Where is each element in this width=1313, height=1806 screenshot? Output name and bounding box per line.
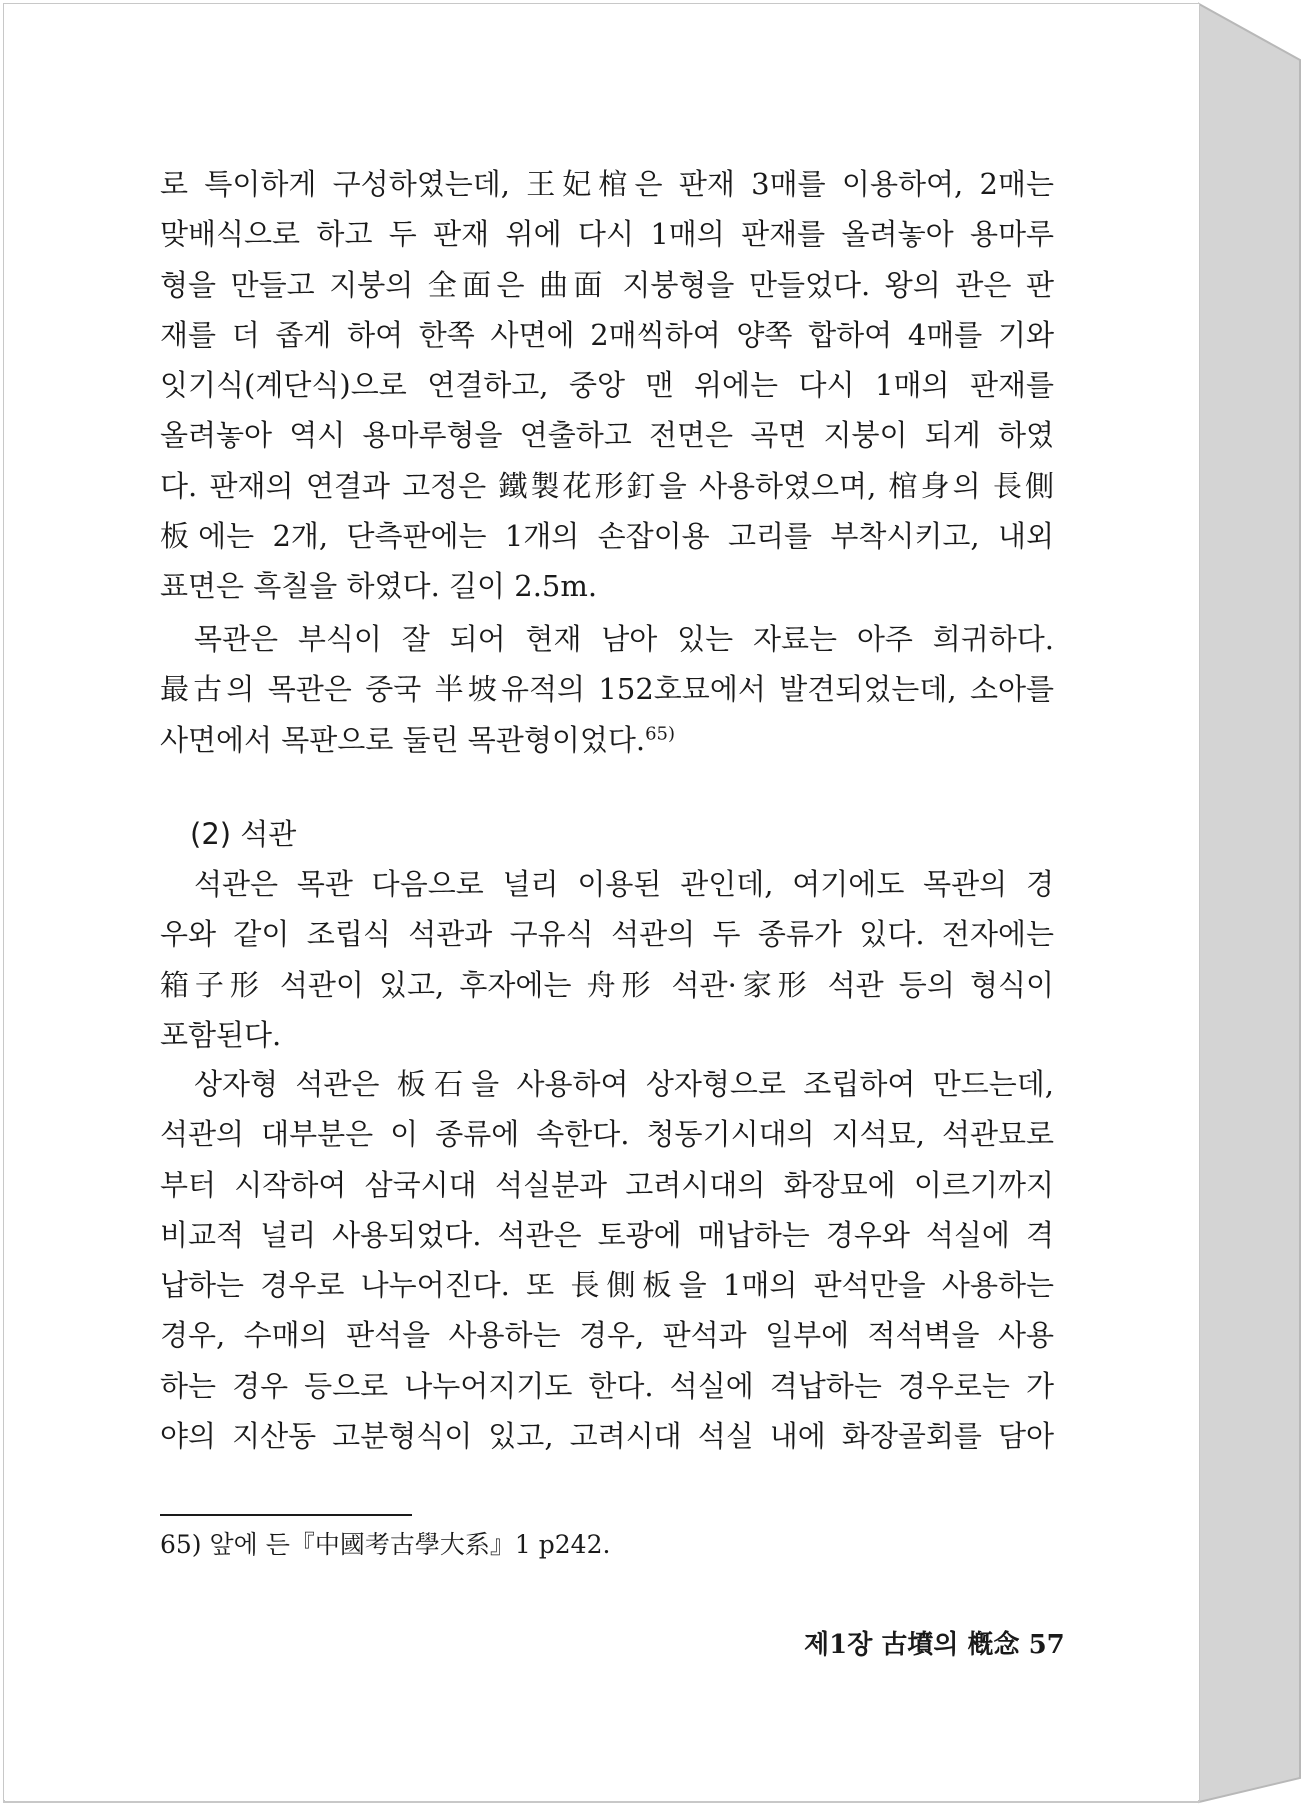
- footnote-reference[interactable]: 65): [645, 722, 676, 744]
- text-line: 하는 경우 등으로 나누어지기도 한다. 석실에 격납하는 경우로는 가: [160, 1368, 1054, 1403]
- paragraph-wood-coffin-structure: [160, 159, 1054, 612]
- text-line: 석관의 대부분은 이 종류에 속한다. 청동기시대의 지석묘, 석관묘로: [160, 1117, 1054, 1152]
- text-line: 잇기식(계단식)으로 연결하고, 중앙 맨 위에는 다시 1매의 판재를: [160, 368, 1054, 403]
- section-heading: (2) 석관: [190, 817, 297, 851]
- text-line: 우와 같이 조립식 석관과 구유식 석관의 두 종류가 있다. 전자에는: [160, 917, 1054, 952]
- text-line: 표면은 흑칠을 하였다. 길이 2.5m.: [160, 569, 598, 604]
- footnote-divider: [160, 1514, 412, 1516]
- paragraph-box-stone-coffin: [160, 1059, 1054, 1461]
- text-line: 목관은 부식이 잘 되어 현재 남아 있는 자료는 아주 희귀하다.: [194, 622, 1054, 656]
- text-line: 다. 판재의 연결과 고정은 鐵製花形釘을 사용하였으며, 棺身의 長側: [160, 468, 1054, 503]
- text-line: 상자형 석관은 板石을 사용하여 상자형으로 조립하여 만드는데,: [194, 1067, 1054, 1101]
- paragraph-stone-coffin-types: [160, 859, 1054, 1060]
- text-line: 야의 지산동 고분형식이 있고, 고려시대 석실 내에 화장골회를 담아: [160, 1419, 1054, 1454]
- text-line: 올려놓아 역시 용마루형을 연출하고 전면은 곡면 지붕이 되게 하였: [160, 418, 1054, 453]
- running-footer-page-number: 제1장 古墳의 槪念 57: [804, 1630, 1065, 1660]
- footnote-65: 65) 앞에 든『中國考古學大系』1 p242.: [160, 1530, 611, 1559]
- text-line: 맞배식으로 하고 두 판재 위에 다시 1매의 판재를 올려놓아 용마루: [160, 217, 1054, 252]
- text-line: 포함된다.: [160, 1017, 282, 1052]
- text-line: 형을 만들고 지붕의 全面은 曲面 지붕형을 만들었다. 왕의 관은 판: [160, 267, 1054, 302]
- text-line: 석관은 목관 다음으로 널리 이용된 관인데, 여기에도 목관의 경: [194, 867, 1054, 901]
- text-line: [160, 715, 1054, 765]
- text-line: 경우, 수매의 판석을 사용하는 경우, 판석과 일부에 적석벽을 사용: [160, 1318, 1054, 1353]
- text-line: 箱子形 석관이 있고, 후자에는 舟形 석관·家形 석관 등의 형식이: [160, 967, 1054, 1002]
- text-line: 板에는 2개, 단측판에는 1개의 손잡이용 고리를 부착시키고, 내외: [160, 519, 1054, 554]
- document-page: [4, 4, 1199, 1800]
- text-line: 비교적 널리 사용되었다. 석관은 토광에 매납하는 경우와 석실에 격: [160, 1217, 1054, 1252]
- text-line-content: 사면에서 목판으로 둘린 목관형이었다.: [160, 722, 646, 757]
- text-line: 재를 더 좁게 하여 한쪽 사면에 2매씩하여 양쪽 합하여 4매를 기와: [160, 317, 1054, 352]
- text-line: 로 특이하게 구성하였는데, 王妃棺은 판재 3매를 이용하여, 2매는: [160, 167, 1054, 201]
- text-line: 납하는 경우로 나누어진다. 또 長側板을 1매의 판석만을 사용하는: [160, 1268, 1054, 1303]
- text-line: 最古의 목관은 중국 半坡유적의 152호묘에서 발견되었는데, 소아를: [160, 672, 1054, 707]
- paragraph-wood-coffin-rarity: [160, 614, 1054, 765]
- text-line: 부터 시작하여 삼국시대 석실분과 고려시대의 화장묘에 이르기까지: [160, 1167, 1054, 1202]
